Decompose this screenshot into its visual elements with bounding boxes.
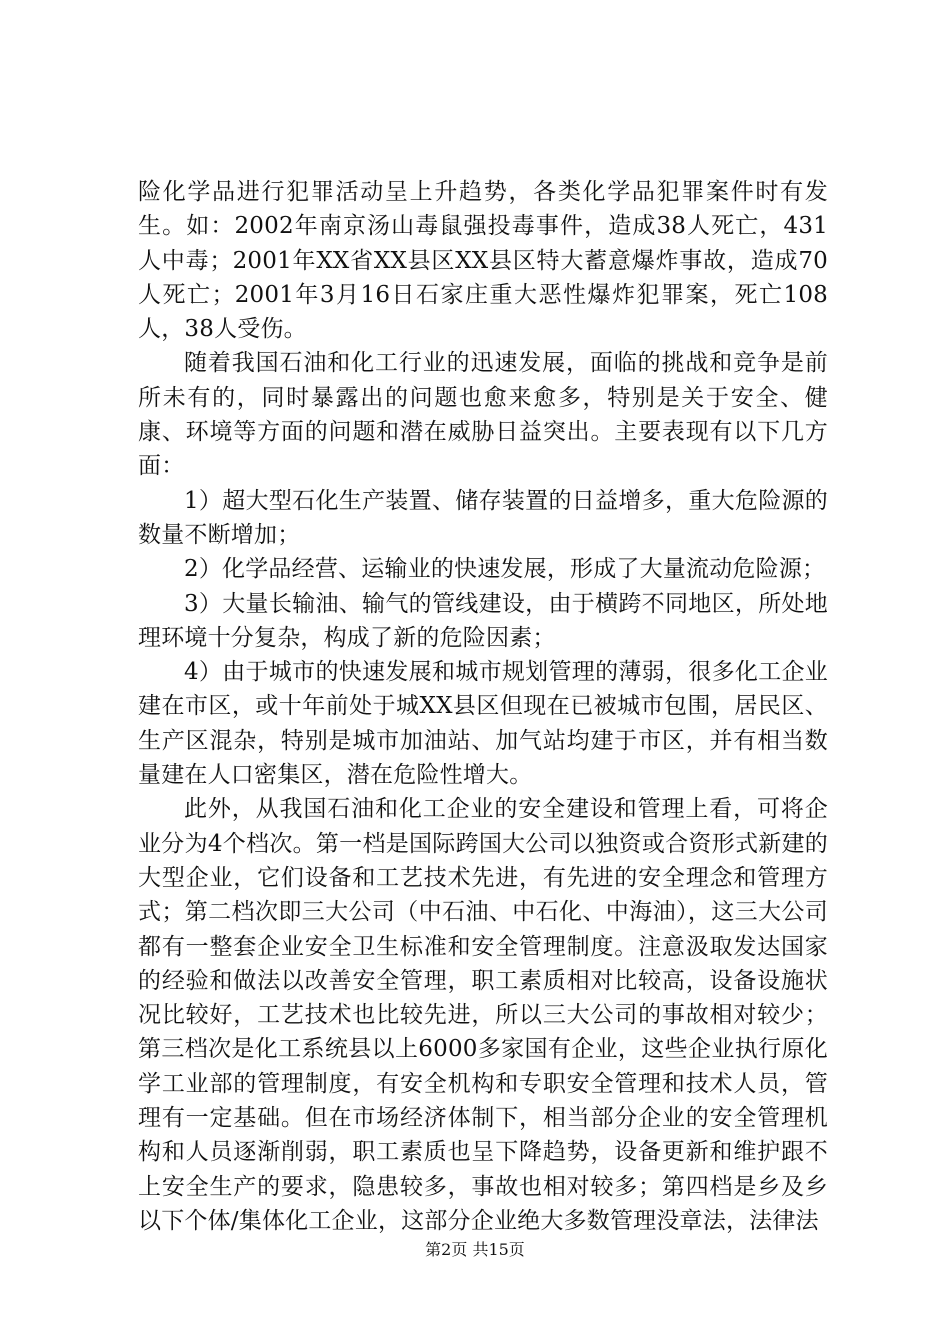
document-body: [138, 175, 828, 1238]
paragraph-industry-development: 随着我国石油和化工行业的迅速发展，面临的挑战和竞争是前所未有的，同时暴露出的问题也愈来愈多，特别是关于安全、健康、环境等方面的问题和潜在威胁日益突出。主要表现有以下几方面：: [138, 350, 828, 480]
paragraph-enterprise-tiers: 此外，从我国石油和化工企业的安全建设和管理上看，可将企业分为4个档次。第一档是国际跨国大公司以独资或合资形式新建的大型企业，它们设备和工艺技术先进，有先进的安全理念和管理方式；第二档次即三大公司（中石油、中石化、中海油），这三大公司都有一整套企业安全卫生标准和安全管理制度。注意汲取发达国家的经验和做法以改善安全管理，职工素质相对比较高，设备设施状况比较好，工艺技术也比较先进，所以三大公司的事故相对较少；第三档次是化工系统县以上6000多家国有企业，这些企业执行原化学工业部的管理制度，有安全机构和专职安全管理和技术人员，管理有一定基础。但在市场经济体制下，相当部分企业的安全管理机构和人员逐渐削弱，职工素质也呈下降趋势，设备更新和维护跟不上安全生产的要求，隐患较多，事故也相对较多；第四档是乡及乡以下个体/集体化工企业，这部分企业绝大多数管理没章法，法律法: [138, 796, 828, 1234]
list-item-transport: 2）化学品经营、运输业的快速发展，形成了大量流动危险源；: [184, 556, 826, 583]
list-item-hazard-sources: 1）超大型石化生产装置、储存装置的日益增多，重大危险源的数量不断增加；: [138, 487, 828, 548]
page-number-footer: 第2页 共15页: [425, 1240, 525, 1259]
list-item-pipelines: 3）大量长输油、输气的管线建设，由于横跨不同地区，所处地理环境十分复杂，构成了新的危险因素；: [138, 590, 828, 651]
list-item-urban-planning: 4）由于城市的快速发展和城市规划管理的薄弱，很多化工企业建在市区，或十年前处于城XX县区但现在已被城市包围，居民区、生产区混杂，特别是城市加油站、加气站均建于市区，并有相当数量建在人口密集区，潜在危险性增大。: [138, 659, 828, 789]
paragraph-crime-cases: 险化学品进行犯罪活动呈上升趋势，各类化学品犯罪案件时有发生。如：2002年南京汤山毒鼠强投毒事件，造成38人死亡，431人中毒；2001年XX省XX县区XX县区特大蓄意爆炸事故，造成70人死亡；2001年3月16日石家庄重大恶性爆炸犯罪案，死亡108人，38人受伤。: [138, 179, 828, 343]
